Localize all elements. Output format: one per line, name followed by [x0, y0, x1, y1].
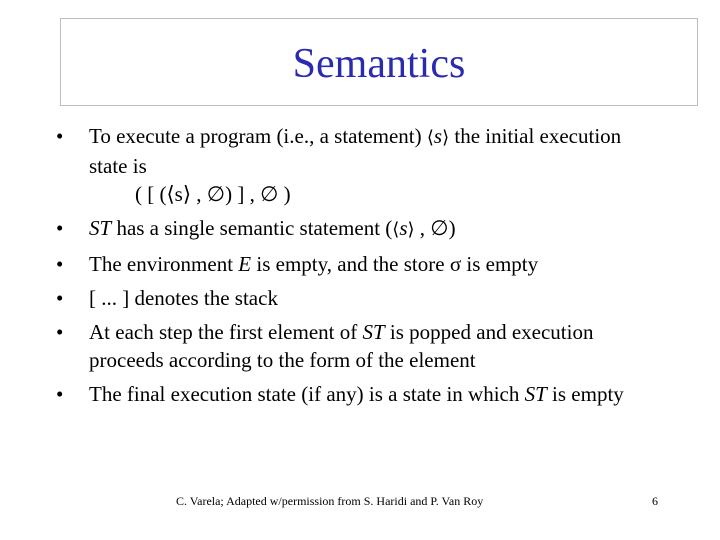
- bullet-item: [56, 250, 646, 278]
- statement-var: s: [433, 124, 443, 148]
- bullet-item: [56, 380, 646, 408]
- title-box: [60, 18, 698, 106]
- bullet-text-part: , ∅): [414, 216, 456, 240]
- bullet-text-part: has a single semantic statement (: [111, 216, 393, 240]
- bullet-text-part: is popped and execution proceeds according to the form of the element: [89, 320, 594, 372]
- slide-title: Semantics: [292, 41, 466, 87]
- angle-open: ⟨: [392, 219, 400, 240]
- initial-state-expression: ( [ (⟨s⟩ , ∅) ] , ∅ ): [135, 182, 291, 206]
- angle-close: ⟩: [442, 127, 450, 148]
- bullet-mark: •: [56, 382, 64, 406]
- environment-term: E: [238, 252, 252, 276]
- page-number: 6: [652, 494, 658, 508]
- bullet-text-part: At each step the first element of: [89, 320, 363, 344]
- angle-open: ⟨: [426, 127, 434, 148]
- bullet-text-part: To execute a program (i.e., a statement): [89, 124, 427, 148]
- bullet-mark: •: [56, 286, 64, 310]
- bullet-item: [56, 122, 646, 208]
- bullet-mark: •: [56, 320, 64, 344]
- bullet-item: [56, 214, 646, 244]
- st-term: ST: [524, 382, 547, 406]
- st-term: ST: [362, 320, 385, 344]
- bullet-text-part: is empty: [461, 252, 539, 276]
- bullet-text: [ ... ] denotes the stack: [89, 286, 278, 310]
- footer-credit: C. Varela; Adapted w/permission from S. Haridi and P. Van Roy: [176, 494, 484, 508]
- bullet-text-part: The final execution state (if any) is a state in which: [89, 382, 525, 406]
- bullet-text-part: is empty: [546, 382, 624, 406]
- bullet-text: [89, 122, 646, 208]
- bullet-text-part: the initial execution state is: [89, 124, 622, 178]
- st-term: ST: [89, 216, 112, 240]
- bullet-text: [89, 380, 646, 408]
- bullet-mark: •: [56, 124, 64, 148]
- angle-close: ⟩: [407, 219, 415, 240]
- bullet-item: [56, 284, 646, 312]
- bullet-item: [56, 318, 646, 374]
- bullet-text-part: is empty, and the store: [251, 252, 450, 276]
- bullet-text-part: The environment: [89, 252, 239, 276]
- bullet-text: [89, 214, 646, 244]
- bullet-list: [56, 122, 646, 414]
- bullet-text: [89, 318, 646, 374]
- sigma-symbol: σ: [449, 252, 462, 276]
- statement-var: s: [399, 216, 408, 240]
- bullet-mark: •: [56, 252, 64, 276]
- bullet-text: [89, 250, 646, 278]
- bullet-mark: •: [56, 216, 64, 240]
